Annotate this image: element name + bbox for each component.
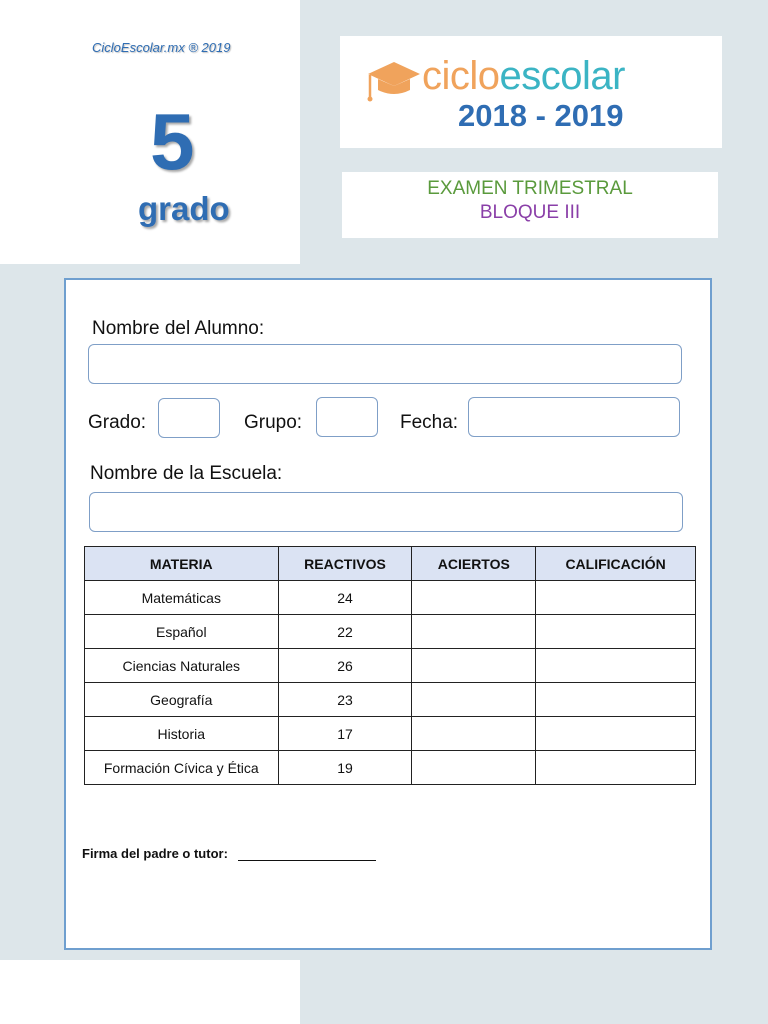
brand-logo-text [422,54,625,99]
items-cell: 23 [278,683,412,717]
table-row [85,683,696,717]
correct-cell[interactable] [412,649,536,683]
items-cell: 24 [278,581,412,615]
signature-line[interactable] [238,860,376,861]
grade-number: 5 [150,97,195,186]
subject-cell: Español [85,615,279,649]
table-row [85,649,696,683]
brand-part-ciclo: ciclo [422,54,500,98]
school-year: 2018 - 2019 [458,98,624,133]
grade-cell[interactable] [536,581,696,615]
grade-field[interactable] [158,398,220,438]
date-field[interactable] [468,397,680,437]
grade-word: grado [138,190,230,227]
copyright-text: CicloEscolar.mx ® 2019 [92,40,231,55]
school-name-field[interactable] [89,492,683,532]
bottom-left-panel [0,960,300,1024]
logo-box [340,36,722,148]
school-name-label: Nombre de la Escuela: [90,463,283,484]
exam-title: EXAMEN TRIMESTRAL [427,178,633,199]
correct-cell[interactable] [412,751,536,785]
group-label: Grupo: [244,412,303,433]
group-field[interactable] [316,397,378,437]
student-name-field[interactable] [88,344,682,384]
header-correct: ACIERTOS [412,547,536,581]
subject-cell: Matemáticas [85,581,279,615]
subject-cell: Formación Cívica y Ética [85,751,279,785]
subject-cell: Ciencias Naturales [85,649,279,683]
table-row [85,751,696,785]
graduation-cap-icon [364,56,424,106]
date-label: Fecha: [400,412,459,433]
exam-block: BLOQUE III [479,202,581,223]
correct-cell[interactable] [412,615,536,649]
signature-label: Firma del padre o tutor: [82,846,228,861]
items-cell: 26 [278,649,412,683]
table-header-row [85,547,696,581]
student-form-panel [64,278,712,950]
correct-cell[interactable] [412,683,536,717]
table-row [85,717,696,751]
grade-cell[interactable] [536,649,696,683]
brand-part-escolar: escolar [499,54,625,98]
table-row [85,615,696,649]
header-subject: MATERIA [85,547,279,581]
grade-cell[interactable] [536,751,696,785]
items-cell: 22 [278,615,412,649]
header-items: REACTIVOS [278,547,412,581]
correct-cell[interactable] [412,581,536,615]
grade-cell[interactable] [536,683,696,717]
exam-title-box [342,172,718,238]
items-cell: 17 [278,717,412,751]
grades-table [84,546,696,785]
student-name-label: Nombre del Alumno: [92,318,265,339]
header-grade: CALIFICACIÓN [536,547,696,581]
correct-cell[interactable] [412,717,536,751]
items-cell: 19 [278,751,412,785]
table-row [85,581,696,615]
grade-cell[interactable] [536,615,696,649]
subject-cell: Historia [85,717,279,751]
grade-cell[interactable] [536,717,696,751]
grade-label: Grado: [88,412,147,433]
subject-cell: Geografía [85,683,279,717]
